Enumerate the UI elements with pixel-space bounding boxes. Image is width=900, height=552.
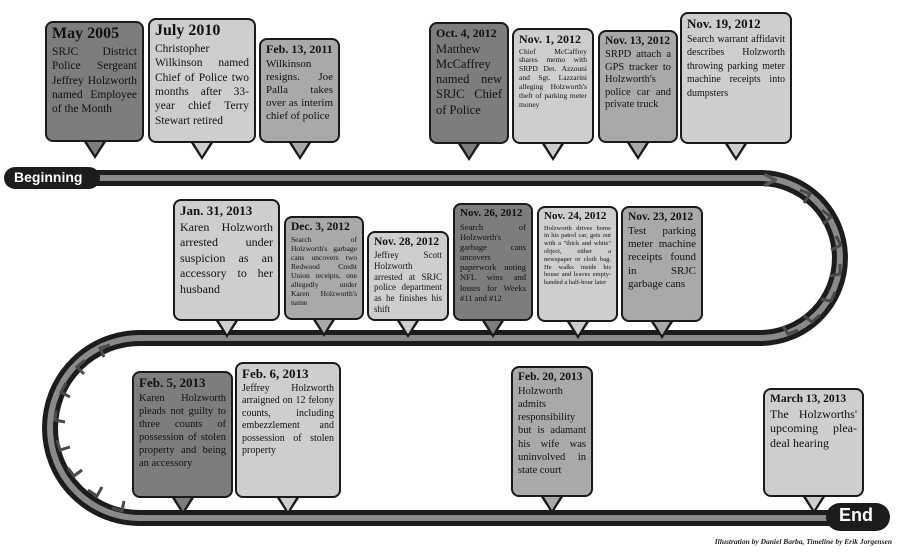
event-text: SRJC District Police Sergeant Jeffrey Holzworth named Employee of the Month xyxy=(52,45,137,116)
event-date: Feb. 5, 2013 xyxy=(139,375,206,390)
event-card-nov-19-2012 xyxy=(680,12,792,144)
event-card-feb-13-2011 xyxy=(259,38,340,143)
event-card-feb-20-2013 xyxy=(511,366,593,497)
event-date: Oct. 4, 2012 xyxy=(436,26,497,40)
event-card-feb-5-2013 xyxy=(132,371,233,498)
event-date: Nov. 19, 2012 xyxy=(687,16,761,31)
event-date: Jan. 31, 2013 xyxy=(180,203,253,218)
event-date: Nov. 1, 2012 xyxy=(519,32,582,46)
event-card-nov-13-2012 xyxy=(598,30,678,143)
event-date: Feb. 6, 2013 xyxy=(242,366,309,381)
end-label: End xyxy=(839,505,873,525)
event-text: Jeffrey Scott Holzworth arrested at SRJC police department as he finishes his shift xyxy=(374,250,442,315)
event-date: March 13, 2013 xyxy=(770,393,847,405)
event-date: Feb. 13, 2011 xyxy=(266,42,333,56)
event-date: Nov. 26, 2012 xyxy=(460,207,523,219)
event-text: Wilkinson resigns. Joe Palla takes over as interim chief of police xyxy=(266,57,333,123)
event-text: Karen Holzworth arrested under suspicion as an accessory to her husband xyxy=(180,219,273,297)
event-card-dec-3-2012 xyxy=(284,216,364,320)
event-text: SRPD attach a GPS tracker to Holzworth's police car and private truck xyxy=(605,49,671,111)
event-text: Holzworth admits responsibility but is adamant his wife was uninvolved in state court xyxy=(518,386,586,476)
event-date: Feb. 20, 2013 xyxy=(518,371,583,383)
event-text: Search warrant affidavit describes Holzworth throwing parking meter machine receipts into dumpsters xyxy=(687,33,785,99)
event-date: Nov. 13, 2012 xyxy=(605,35,671,47)
event-card-may-2005 xyxy=(45,21,144,142)
event-date: Nov. 28, 2012 xyxy=(374,236,440,248)
event-text: Chief McCaffrey shares memo with SRPD Det. Azzouni and Sgt. Lazzarini alleging Holzworth's theft of parking meter money xyxy=(519,46,587,109)
event-card-nov-24-2012 xyxy=(537,206,618,322)
event-date: Dec. 3, 2012 xyxy=(291,221,350,233)
event-text: Holzworth drives home in his patrol car, gets out with a "thick and white" object, either a newspaper or cloth bag. He walks inside his house and leaves empty-handed a half-hour later xyxy=(544,224,611,287)
event-card-oct-4-2012 xyxy=(429,22,509,144)
event-text: Jeffrey Holzworth arraigned on 12 felony counts, including embezzlement and possession of stolen property xyxy=(242,382,334,457)
event-card-nov-23-2012 xyxy=(621,206,703,322)
event-card-nov-28-2012 xyxy=(367,231,449,321)
event-text: Karen Holzworth pleads not guilty to three counts of possession of stolen property and being an accessory xyxy=(139,392,226,470)
event-text: Test parking meter machine receipts found in SRJC garbage cans xyxy=(628,225,696,290)
credit-line: Illustration by Daniel Barba, Timeline by Erik Jorgensen xyxy=(714,537,892,546)
event-date: Nov. 23, 2012 xyxy=(628,211,694,223)
event-date: July 2010 xyxy=(155,22,221,39)
event-text: The Holzworths' upcoming plea-deal hearing xyxy=(770,407,857,450)
event-card-march-13-2013 xyxy=(763,388,864,497)
event-card-feb-6-2013 xyxy=(235,362,341,498)
event-date: May 2005 xyxy=(52,25,120,42)
event-text: Search of Holzworth's garbage cans uncovers two Redwood Credit Union receipts, one allegedly under Karen Holzworth's name xyxy=(291,235,357,308)
event-text: Christopher Wilkinson named Chief of Police two months after 33-year chief Terry Stewart retired xyxy=(155,42,249,127)
beginning-label: Beginning xyxy=(14,169,83,185)
event-text: Matthew McCaffrey named new SRJC Chief of Police xyxy=(436,41,502,117)
event-card-nov-26-2012 xyxy=(453,203,533,321)
event-card-jan-31-2013 xyxy=(173,199,280,321)
event-text: Search of Holzworth's garbage cans uncovers paperwork noting NFL wins and losses for Weeks #11 and #12 xyxy=(460,221,526,303)
event-date: Nov. 24, 2012 xyxy=(544,210,607,222)
event-card-july-2010 xyxy=(148,18,256,143)
event-card-nov-1-2012 xyxy=(512,28,594,144)
